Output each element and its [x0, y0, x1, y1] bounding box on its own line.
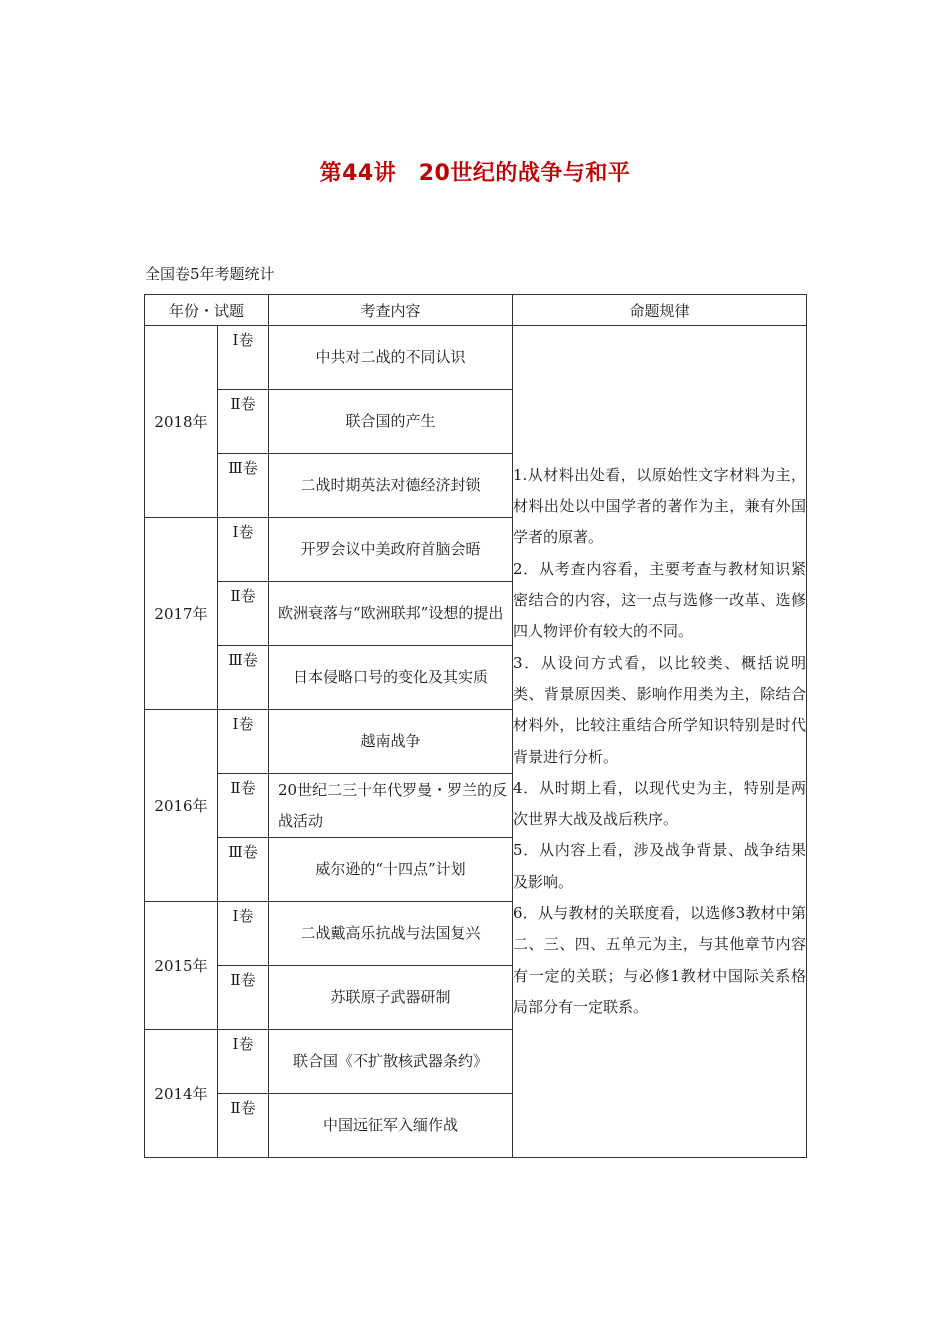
content-cell: 联合国《不扩散核武器条约》 [269, 1030, 513, 1094]
paper-cell: Ⅰ卷 [218, 326, 269, 390]
rule-item: 5．从内容上看，涉及战争背景、战争结果及影响。 [513, 841, 807, 891]
year-cell: 2016年 [145, 710, 218, 902]
content-cell: 20世纪二三十年代罗曼・罗兰的反战活动 [269, 774, 513, 838]
paper-cell: Ⅰ卷 [218, 1030, 269, 1094]
paper-cell: Ⅲ卷 [218, 454, 269, 518]
content-cell: 日本侵略口号的变化及其实质 [269, 646, 513, 710]
paper-cell: Ⅲ卷 [218, 838, 269, 902]
content-cell: 欧洲衰落与“欧洲联邦”设想的提出 [269, 582, 513, 646]
content-cell: 中国远征军入缅作战 [269, 1094, 513, 1158]
table-header-row [145, 295, 807, 326]
content-cell: 苏联原子武器研制 [269, 966, 513, 1030]
year-cell: 2017年 [145, 518, 218, 710]
rule-item: 2．从考查内容看，主要考查与教材知识紧密结合的内容，这一点与选修一改革、选修四人物评价有较大的不同。 [513, 559, 807, 641]
header-year-paper: 年份・试题 [145, 295, 269, 326]
year-cell: 2014年 [145, 1030, 218, 1158]
year-cell: 2015年 [145, 902, 218, 1030]
paper-cell: Ⅱ卷 [218, 966, 269, 1030]
content-cell: 二战时期英法对德经济封锁 [269, 454, 513, 518]
paper-cell: Ⅱ卷 [218, 1094, 269, 1158]
page-title: 第44讲 20世纪的战争与和平 [319, 161, 631, 186]
content-cell: 威尔逊的“十四点”计划 [269, 838, 513, 902]
table-row [145, 326, 807, 390]
header-rules: 命题规律 [513, 295, 807, 326]
rules-cell [513, 326, 807, 1158]
exam-statistics-table [144, 294, 807, 1158]
rule-item: 6．从与教材的关联度看，以选修3教材中第二、三、四、五单元为主，与其他章节内容有一定的关联；与必修1教材中国际关系格局部分有一定联系。 [513, 903, 807, 1016]
paper-cell: Ⅰ卷 [218, 902, 269, 966]
paper-cell: Ⅱ卷 [218, 390, 269, 454]
content-cell: 联合国的产生 [269, 390, 513, 454]
header-content: 考查内容 [269, 295, 513, 326]
paper-cell: Ⅱ卷 [218, 582, 269, 646]
paper-cell: Ⅱ卷 [218, 774, 269, 838]
year-cell: 2018年 [145, 326, 218, 518]
content-cell: 二战戴高乐抗战与法国复兴 [269, 902, 513, 966]
rule-item: 4．从时期上看，以现代史为主，特别是两次世界大战及战后秩序。 [513, 778, 807, 829]
rule-item: 1.从材料出处看，以原始性文字材料为主，材料出处以中国学者的著作为主，兼有外国学者的原著。 [513, 465, 807, 547]
paper-cell: Ⅲ卷 [218, 646, 269, 710]
content-cell: 开罗会议中美政府首脑会晤 [269, 518, 513, 582]
table-caption: 全国卷5年考题统计 [145, 265, 275, 283]
content-cell: 越南战争 [269, 710, 513, 774]
rule-item: 3．从设问方式看，以比较类、概括说明类、背景原因类、影响作用类为主，除结合材料外，比较注重结合所学知识特别是时代背景进行分析。 [513, 653, 807, 766]
paper-cell: Ⅰ卷 [218, 710, 269, 774]
content-cell: 中共对二战的不同认识 [269, 326, 513, 390]
paper-cell: Ⅰ卷 [218, 518, 269, 582]
